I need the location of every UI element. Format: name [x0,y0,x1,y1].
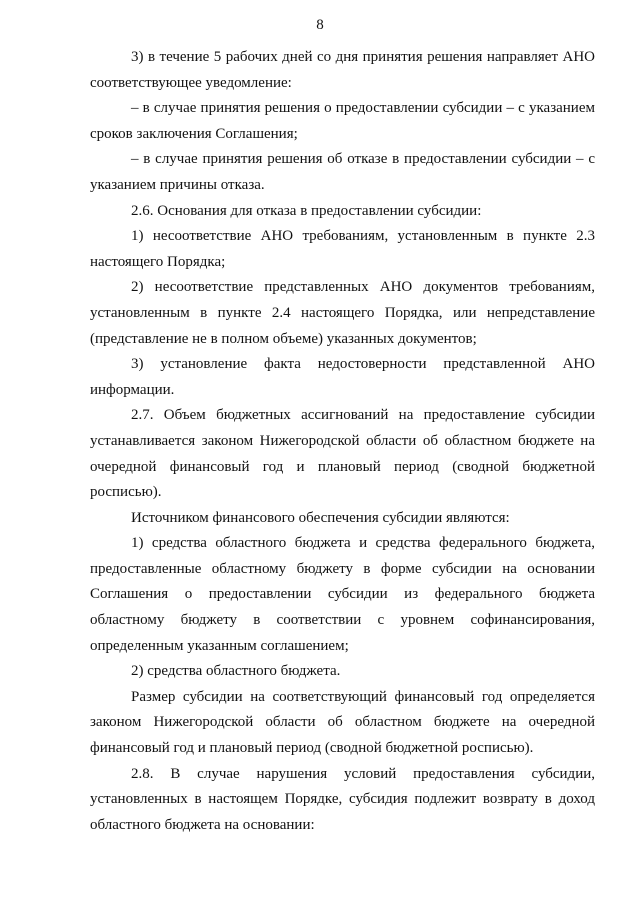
paragraph-notification: 3) в течение 5 рабочих дней со дня принятия решения направляет АНО соответствующее уведомление: [90,49,595,91]
paragraph-2-6-item-2: 2) несоответствие представленных АНО документов требованиям, установленным в пункте 2.4 настоящего Порядка, или непредставление (представление не в полном объеме) указанных документов; [90,279,595,347]
paragraph-grant-decision: – в случае принятия решения о предоставлении субсидии – с указанием сроков заключения Соглашения; [90,100,595,142]
paragraph-funding-item-1: 1) средства областного бюджета и средства федерального бюджета, предоставленные областному бюджету в форме субсидии на основании Соглашения о предоставлении субсидии из федерального бюджета областному бюджету в соответствии с уровнем софинансирования, определенным указанным соглашением; [90,535,595,654]
paragraph-2-8: 2.8. В случае нарушения условий предоставления субсидии, установленных в настоящем Порядке, субсидия подлежит возврату в доход областного бюджета на основании: [90,765,595,833]
paragraph-refusal-decision: – в случае принятия решения об отказе в предоставлении субсидии – с указанием причины отказа. [90,151,595,193]
paragraph-2-6-heading: 2.6. Основания для отказа в предоставлении субсидии: [131,202,482,219]
paragraph-funding-item-2: 2) средства областного бюджета. [131,663,341,680]
page-number: 8 [316,17,324,33]
paragraph-subsidy-amount: Размер субсидии на соответствующий финансовый год определяется законом Нижегородской области об областном бюджете на очередной финансовый год и плановый период (сводной бюджетной росписью). [90,688,595,757]
paragraph-2-6-item-3: 3) установление факта недостоверности представленной АНО информации. [90,356,595,398]
paragraph-2-6-item-1: 1) несоответствие АНО требованиям, установленным в пункте 2.3 настоящего Порядка; [90,228,595,270]
paragraph-funding-sources: Источником финансового обеспечения субсидии являются: [131,509,510,526]
paragraph-2-7: 2.7. Объем бюджетных ассигнований на предоставление субсидии устанавливается законом Нижегородской области об областном бюджете на очередной финансовый год и плановый период (сводной бюджетной росписью). [90,407,595,501]
document-body [90,45,595,838]
